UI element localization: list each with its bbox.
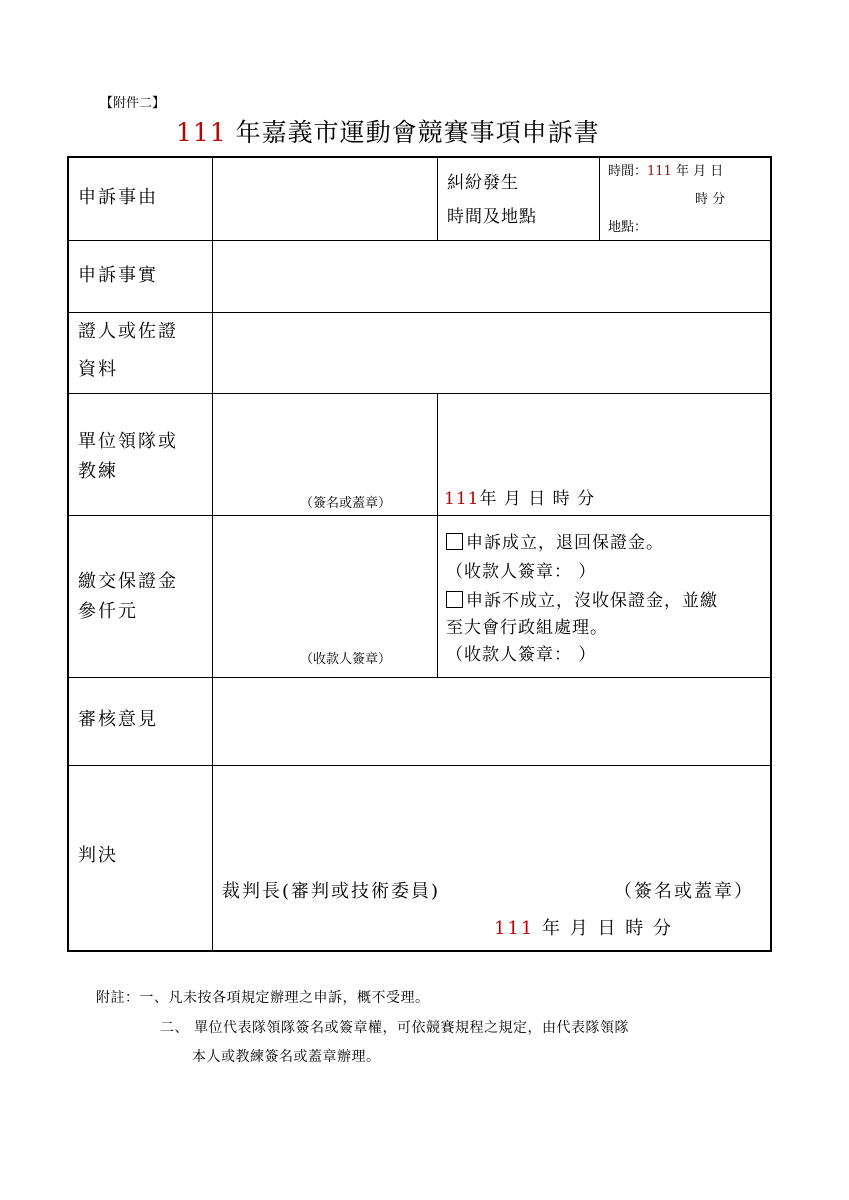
label-dispute-2: 時間及地點 <box>447 207 537 227</box>
option-rejected-line-2: 至大會行政組處理。 <box>446 618 608 638</box>
title-text: 年嘉義市運動會競賽事項申訴書 <box>226 118 600 147</box>
time-label: 時間： <box>608 164 648 179</box>
note-3: 本人或教練簽名或蓋章辦理。 <box>192 1049 381 1065</box>
checkbox-upheld[interactable] <box>446 533 463 550</box>
verdict-date-year: 111 <box>494 918 535 939</box>
page-title <box>176 113 600 149</box>
time-field <box>608 160 723 179</box>
time-rest: 年 月 日 <box>671 164 724 179</box>
note-2: 二、 單位代表隊領隊簽名或簽章權，可依競賽規程之規定，由代表隊領隊 <box>160 1020 629 1036</box>
annex-label: 【附件二】 <box>100 96 166 111</box>
label-dispute-1: 糾紛發生 <box>447 173 519 193</box>
label-leader-2: 教練 <box>78 461 118 482</box>
referee-sign-hint: （簽名或蓋章） <box>614 881 754 902</box>
label-reason: 申訴事由 <box>78 187 158 208</box>
table-border-bottom <box>67 950 772 952</box>
leader-date-rest: 年 月 日 時 分 <box>479 489 596 509</box>
row-divider <box>67 515 772 516</box>
time-line-2: 時 分 <box>695 192 726 207</box>
place-label: 地點： <box>608 220 648 235</box>
label-deposit-2: 參仟元 <box>78 601 138 622</box>
option-upheld-sign: （收款人簽章： ） <box>446 562 597 582</box>
cell-divider <box>437 156 438 241</box>
row-divider <box>67 765 772 766</box>
table-border-top <box>67 156 772 158</box>
table-border-right <box>770 156 772 952</box>
option-rejected-label: 申訴不成立，沒收保證金，並繳 <box>466 591 718 611</box>
option-upheld-label: 申訴成立，退回保證金。 <box>466 533 664 553</box>
deposit-sign-hint: （收款人簽章） <box>300 652 392 667</box>
label-leader-1: 單位領隊或 <box>78 431 178 452</box>
row-divider <box>67 312 772 313</box>
label-review: 審核意見 <box>78 709 158 730</box>
label-witness-1: 證人或佐證 <box>78 321 178 342</box>
leader-sign-hint: （簽名或蓋章） <box>300 496 392 511</box>
verdict-date <box>494 911 673 947</box>
label-verdict: 判決 <box>78 845 118 866</box>
row-divider <box>67 393 772 394</box>
row-divider <box>67 240 772 241</box>
leader-date-year: 111 <box>444 489 480 509</box>
option-upheld <box>446 528 664 553</box>
verdict-date-rest: 年 月 日 時 分 <box>534 918 673 939</box>
label-column-divider <box>212 156 213 952</box>
option-rejected-sign: （收款人簽章： ） <box>446 645 597 665</box>
title-year: 111 <box>176 118 227 147</box>
checkbox-rejected[interactable] <box>446 591 463 608</box>
table-border-left <box>67 156 69 952</box>
label-witness-2: 資料 <box>78 359 118 380</box>
cell-divider <box>437 393 438 678</box>
cell-divider <box>599 156 600 241</box>
time-year: 111 <box>647 164 672 179</box>
label-facts: 申訴事實 <box>78 265 158 286</box>
label-deposit-1: 繳交保證金 <box>78 571 178 592</box>
referee-label: 裁判長(審判或技術委員) <box>222 881 441 902</box>
row-divider <box>67 677 772 678</box>
leader-date <box>444 484 595 509</box>
option-rejected <box>446 586 718 611</box>
note-1: 附註：一、凡未按各項規定辦理之申訴，概不受理。 <box>96 990 430 1006</box>
